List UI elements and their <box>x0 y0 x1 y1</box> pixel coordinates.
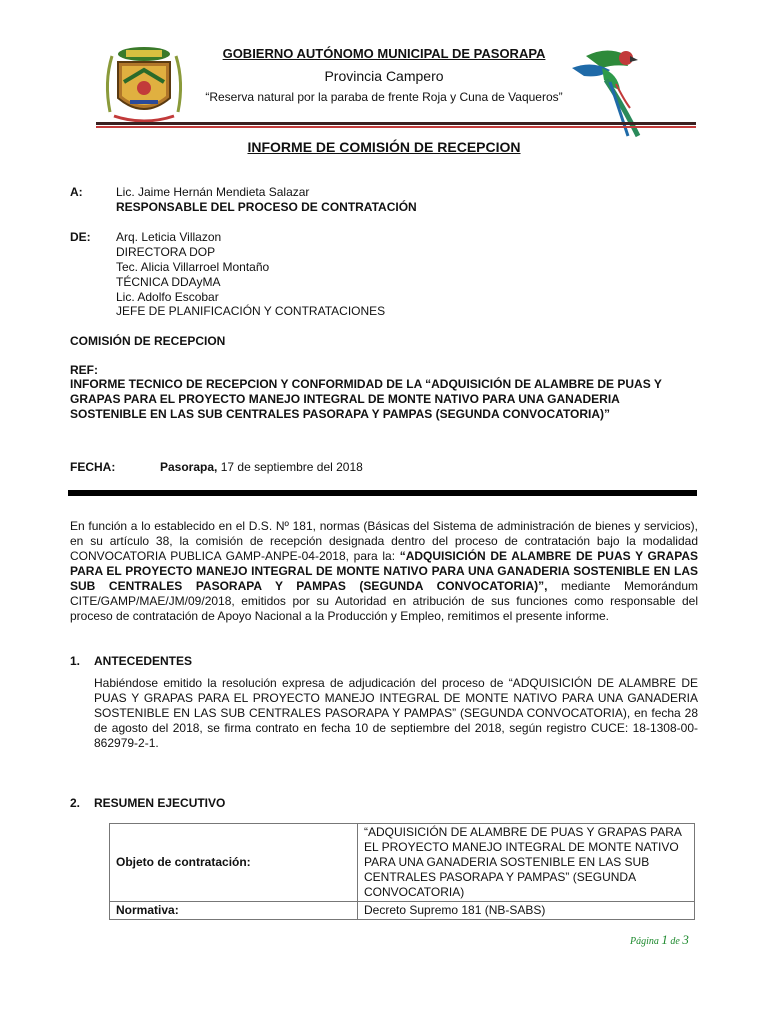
section1-heading: ANTECEDENTES <box>94 654 193 668</box>
to-role: RESPONSABLE DEL PROCESO DE CONTRATACIÓN <box>116 200 417 214</box>
from-line: DIRECTORA DOP <box>116 245 216 259</box>
summary-table <box>109 823 695 920</box>
table-value: “ADQUISICIÓN DE ALAMBRE DE PUAS Y GRAPAS PARA EL PROYECTO MANEJO INTEGRAL DE MONTE NATIVO PARA UNA GANADERIA SOSTENIBLE EN LAS SUB CENTRALES PASORAPA Y PAMPAS” (SEGUNDA CONVOCATORIA) <box>358 824 695 902</box>
intro-part2: mediante Memorándum CITE/GAMP/MAE/JM/09/2018, emitidos por su Autoridad en atribución de sus funciones como responsable del proceso de contratación de Apoyo Nacional a la Producción y Empleo, remitimos el presente informe. <box>70 579 698 623</box>
page-total: 3 <box>682 932 689 947</box>
date-line <box>160 460 363 475</box>
intro-paragraph <box>70 519 698 624</box>
page-of: de <box>670 936 680 947</box>
section2-number: 2. <box>70 796 81 810</box>
commission-heading: COMISIÓN DE RECEPCION <box>70 334 226 348</box>
header-rule-dark <box>96 122 696 125</box>
section1-number: 1. <box>70 654 81 668</box>
page-current: 1 <box>661 932 668 947</box>
intro-part1: En función a lo establecido en el D.S. Nº 181, normas (Básicas del Sistema de administración de bienes y servicios), en su artículo 38, la comisión de recepción designada dentro del proceso de contratación bajo la modalidad CONVOCATORIA PUBLICA GAMP-ANPE-04-2018, para la: <box>70 519 698 563</box>
ref-label: REF: <box>70 363 98 377</box>
province-name: Provincia Campero <box>324 68 444 84</box>
table-row <box>110 902 695 920</box>
ref-text: INFORME TECNICO DE RECEPCION Y CONFORMIDAD DE LA “ADQUISICIÓN DE ALAMBRE DE PUAS Y GRAPAS PARA EL PROYECTO MANEJO INTEGRAL DE MONTE NATIVO PARA UNA GANADERIA SOSTENIBLE EN LAS SUB CENTRALES PASORAPA Y PAMPAS (SEGUNDA CONVOCATORIA)” <box>70 377 662 421</box>
from-line: JEFE DE PLANIFICACIÓN Y CONTRATACIONES <box>116 304 386 318</box>
intro-bold: “ADQUISICIÓN DE ALAMBRE DE PUAS Y GRAPAS PARA EL PROYECTO MANEJO INTEGRAL DE MONTE NATIVO PARA UNA GANADERIA SOSTENIBLE EN LAS SUB CENTRALES PASORAPA Y PAMPAS (SEGUNDA CONVOCATORIA)”, <box>70 549 698 593</box>
to-label: A: <box>70 185 83 199</box>
date-place: Pasorapa, <box>160 460 218 474</box>
table-key: Normativa: <box>110 902 358 920</box>
table-value: Decreto Supremo 181 (NB-SABS) <box>358 902 695 920</box>
from-line: Lic. Adolfo Escobar <box>116 290 219 304</box>
from-line: Arq. Leticia Villazon <box>116 230 222 244</box>
date-value: 17 de septiembre del 2018 <box>217 460 363 474</box>
section1-text: Habiéndose emitido la resolución expresa de adjudicación del proceso de “ADQUISICIÓN DE ALAMBRE DE PUAS Y GRAPAS PARA EL PROYECTO MANEJO INTEGRAL DE MONTE NATIVO PARA UNA GANADERIA SOSTENIBLE EN LAS SUB CENTRALES PASORAPA Y PAMPAS” (SEGUNDA CONVOCATORIA), en fecha 28 de agosto del 2018, se firma contrato en fecha 10 de septiembre del 2018, según registro CUCE: 18-1308-00-862979-2-1. <box>94 676 698 750</box>
from-line: TÉCNICA DDAyMA <box>116 275 221 289</box>
page-number <box>630 932 689 948</box>
organization-name: GOBIERNO AUTÓNOMO MUNICIPAL DE PASORAPA <box>222 46 546 61</box>
header-rule-red <box>96 126 696 128</box>
from-line: Tec. Alicia Villarroel Montaño <box>116 260 270 274</box>
document-title: INFORME DE COMISIÓN DE RECEPCION <box>247 139 521 155</box>
from-label: DE: <box>70 230 91 244</box>
table-row <box>110 824 695 902</box>
separator-rule <box>68 490 697 496</box>
table-key: Objeto de contratación: <box>110 824 358 902</box>
to-name: Lic. Jaime Hernán Mendieta Salazar <box>116 185 310 199</box>
page-word: Página <box>630 936 659 947</box>
date-label: FECHA: <box>70 460 116 474</box>
section2-heading: RESUMEN EJECUTIVO <box>94 796 226 810</box>
motto: “Reserva natural por la paraba de frente Roja y Cuna de Vaqueros” <box>205 90 563 104</box>
